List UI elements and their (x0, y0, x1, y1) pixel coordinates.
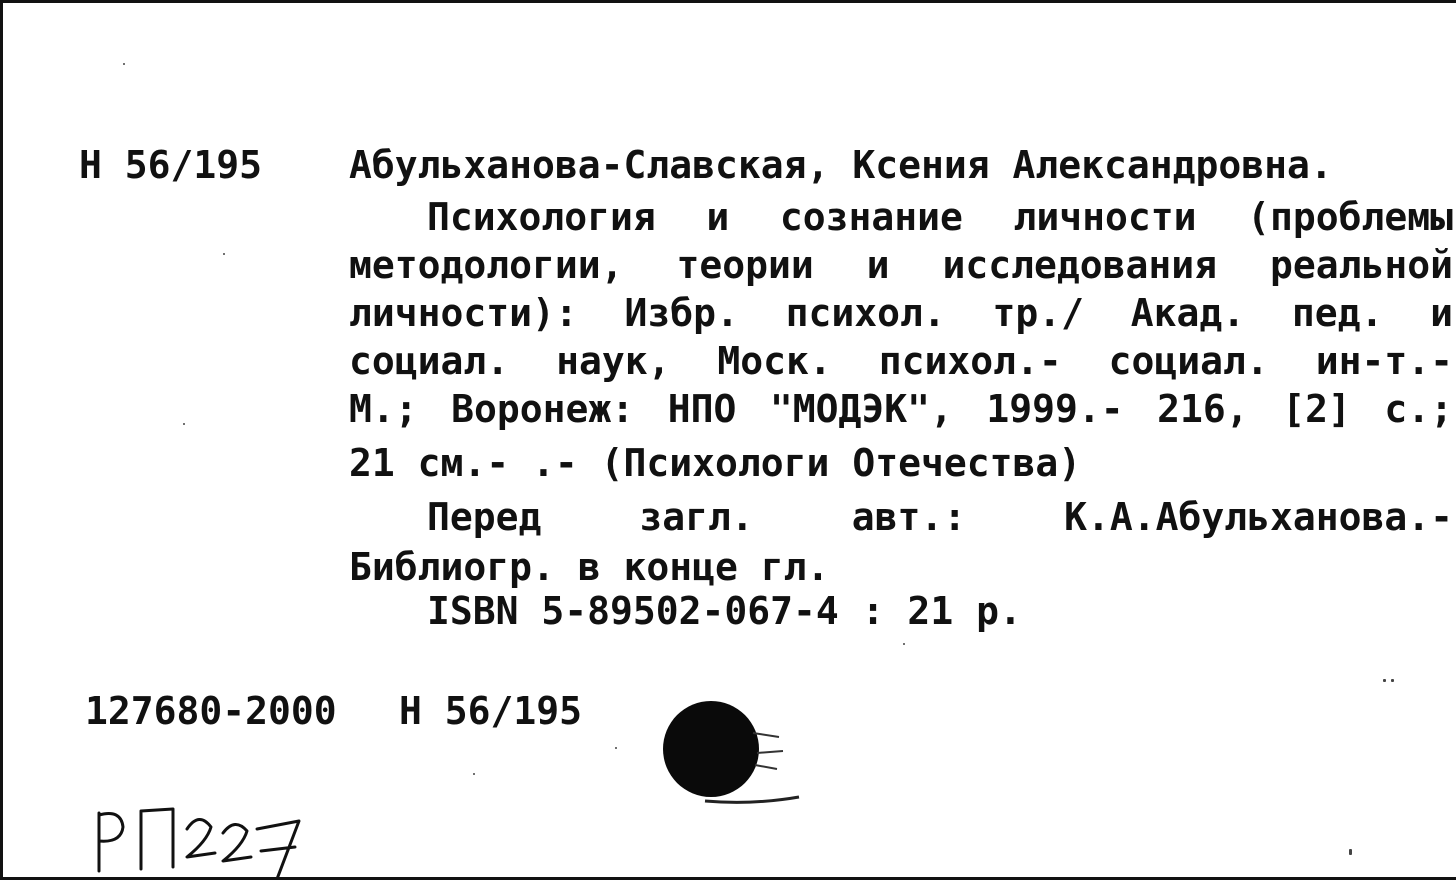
title-line-4: социал. наук, Моск. психол.- социал. ин-т.- (349, 339, 1453, 383)
author-note-line: Перед загл. авт.: К.А.Абульханова.- (427, 495, 1453, 539)
handwritten-note-icon (91, 793, 321, 880)
isbn-line: ISBN 5-89502-067-4 : 21 р. (427, 589, 1022, 633)
accession-number: 127680-2000 (85, 689, 337, 733)
title-line-5: М.; Воронеж: НПО "МОДЭК", 1999.- 216, [2] с.; (349, 387, 1453, 431)
speck (1391, 679, 1394, 682)
speck (223, 253, 225, 255)
author-line: Абульханова-Славская, Ксения Александровна. (349, 143, 1333, 187)
bibliography-note-line: Библиогр. в конце гл. (349, 545, 830, 589)
shelfmark: Н 56/195 (79, 143, 263, 187)
title-line-6: 21 см.- .- (Психологи Отечества) (349, 441, 1082, 485)
speck (903, 643, 905, 645)
title-line-2: методологии, теории и исследования реальной (349, 243, 1453, 287)
title-line-1: Психология и сознание личности (проблемы (427, 195, 1453, 239)
punch-hole-icon (653, 693, 813, 813)
accession-shelfmark: Н 56/195 (399, 689, 583, 733)
speck (123, 63, 125, 65)
speck (615, 747, 617, 749)
title-line-3: личности): Избр. психол. тр./ Акад. пед. и (349, 291, 1453, 335)
speck (473, 773, 475, 775)
speck (1349, 849, 1352, 855)
speck (1383, 679, 1386, 682)
speck (183, 423, 185, 425)
